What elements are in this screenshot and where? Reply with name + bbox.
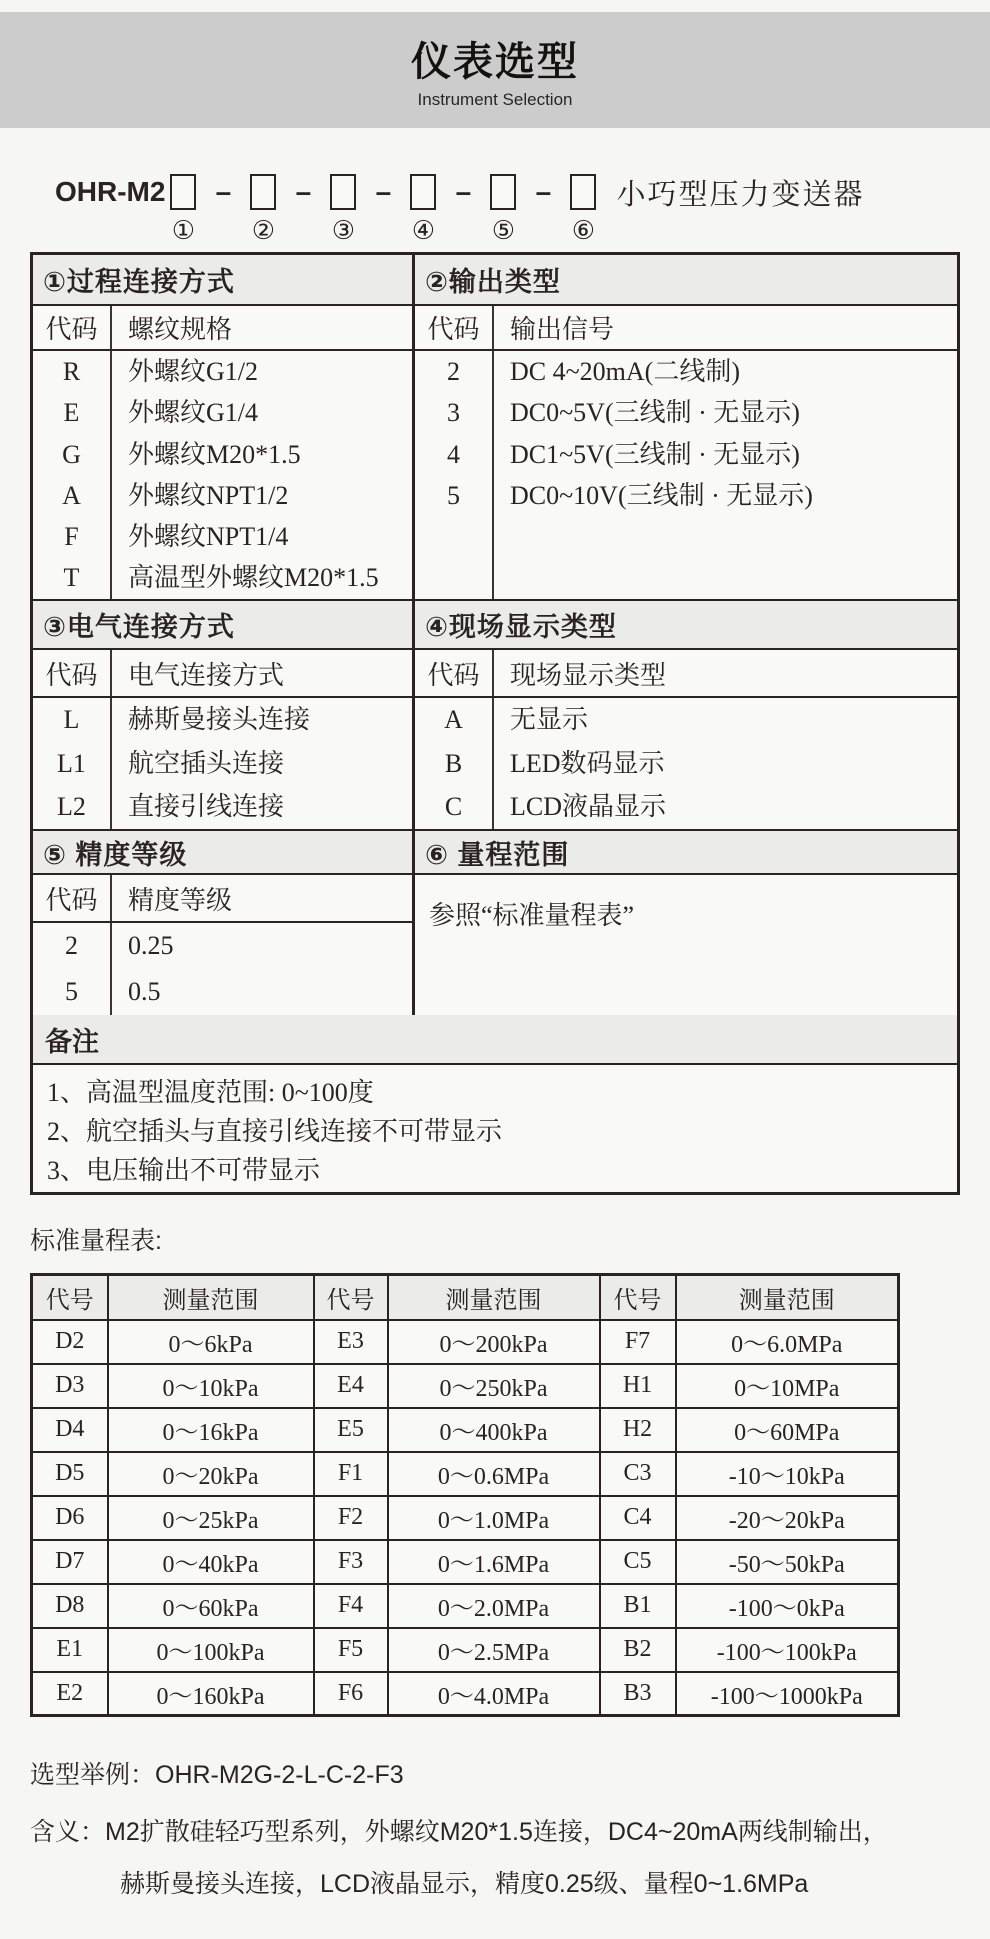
range-code-cell: E1: [32, 1628, 108, 1672]
code-list: [415, 698, 494, 829]
spec-cell: 外螺纹NPT1/4: [128, 522, 289, 552]
section-title-output-type: ②输出类型: [415, 255, 957, 306]
code-cell: 2: [447, 357, 460, 386]
meaning-line-1: 含义：M2扩散硅轻巧型系列，外螺纹M20*1.5连接，DC4~20mA两线制输出，: [30, 1818, 888, 1846]
position-marker-3: ③: [331, 216, 356, 246]
code-cell: 2: [65, 931, 78, 960]
spec-cell: 无显示: [510, 705, 589, 734]
section-title-measuring-range: ⑥ 量程范围: [415, 831, 957, 875]
range-value-cell: 0～40kPa: [108, 1540, 314, 1584]
range-code-cell: E3: [314, 1320, 388, 1364]
spec-cell: DC1~5V(三线制 · 无显示): [510, 439, 800, 469]
range-code-header: 代号: [32, 1275, 108, 1320]
code-cell: C: [444, 792, 463, 822]
model-code-box-1: [170, 174, 196, 210]
table-row: [32, 1540, 899, 1584]
code-list: [33, 698, 112, 829]
range-value-cell: 0～10MPa: [676, 1364, 899, 1408]
code-cell: T: [63, 563, 80, 593]
range-code-cell: E2: [32, 1672, 108, 1716]
range-code-cell: C4: [600, 1496, 676, 1540]
range-value-cell: 0～400kPa: [388, 1408, 600, 1452]
code-list: [415, 351, 494, 599]
spec-column-header: 输出信号: [510, 315, 615, 344]
model-code-box-3: [330, 174, 356, 210]
table-row: [32, 1672, 899, 1716]
spec-cell: DC0~10V(三线制 · 无显示): [510, 480, 813, 510]
code-cell: G: [62, 439, 81, 469]
range-value-cell: -10～10kPa: [676, 1452, 899, 1496]
code-cell: R: [62, 357, 81, 386]
range-table-title: 标准量程表:: [30, 1227, 162, 1255]
model-code-box-4: [410, 174, 436, 210]
spec-column-header: 螺纹规格: [128, 315, 233, 344]
selection-example-line: 选型举例：OHR-M2G-2-L-C-2-F3: [30, 1761, 404, 1789]
range-value-header: 测量范围: [676, 1275, 899, 1320]
spec-cell: 外螺纹M20*1.5: [128, 439, 301, 469]
range-table-header-row: [32, 1275, 899, 1320]
range-value-cell: -100～0kPa: [676, 1584, 899, 1628]
range-reference-note: 参照“标准量程表”: [429, 901, 635, 930]
range-code-cell: E4: [314, 1364, 388, 1408]
position-marker-4: ④: [411, 216, 436, 246]
remark-item: 1、高温型温度范围: 0~100度: [47, 1078, 374, 1107]
range-value-cell: 0～200kPa: [388, 1320, 600, 1364]
range-code-cell: F2: [314, 1496, 388, 1540]
code-column-header: 代码: [33, 650, 112, 696]
range-code-cell: C3: [600, 1452, 676, 1496]
position-marker-1: ①: [171, 216, 196, 246]
position-marker-2: ②: [251, 216, 276, 246]
code-column-header: 代码: [415, 306, 494, 349]
spec-cell: LCD液晶显示: [510, 792, 667, 822]
range-value-cell: 0～0.6MPa: [388, 1452, 600, 1496]
range-code-header: 代号: [600, 1275, 676, 1320]
remark-item: 2、航空插头与直接引线连接不可带显示: [47, 1117, 503, 1146]
spec-cell: 直接引线连接: [128, 792, 285, 822]
model-suffix: 小巧型压力变送器: [616, 178, 865, 211]
code-cell: 4: [447, 439, 460, 469]
header-band: [0, 12, 990, 128]
code-column-header: 代码: [33, 306, 112, 349]
model-code-box-2: [250, 174, 276, 210]
range-code-cell: E5: [314, 1408, 388, 1452]
range-code-cell: D6: [32, 1496, 108, 1540]
range-code-cell: H2: [600, 1408, 676, 1452]
range-code-cell: D8: [32, 1584, 108, 1628]
remark-section-body: [33, 1065, 957, 1192]
spec-cell: 航空插头连接: [128, 748, 285, 778]
range-code-cell: D4: [32, 1408, 108, 1452]
dash-separator: –: [215, 176, 232, 207]
table-row: [32, 1320, 899, 1364]
position-marker-6: ⑥: [571, 216, 596, 246]
range-code-cell: F4: [314, 1584, 388, 1628]
section-title-process-connection: ①过程连接方式: [33, 255, 415, 306]
range-code-cell: F5: [314, 1628, 388, 1672]
range-code-cell: H1: [600, 1364, 676, 1408]
spec-list: [112, 698, 412, 829]
range-value-cell: 0～60MPa: [676, 1408, 899, 1452]
range-value-cell: 0～1.6MPa: [388, 1540, 600, 1584]
code-list: [33, 923, 112, 1015]
range-code-cell: D7: [32, 1540, 108, 1584]
dash-separator: –: [375, 176, 392, 207]
spec-cell: 0.25: [128, 931, 174, 960]
range-value-cell: 0～6kPa: [108, 1320, 314, 1364]
range-value-cell: 0～25kPa: [108, 1496, 314, 1540]
range-value-cell: -100～1000kPa: [676, 1672, 899, 1716]
range-code-header: 代号: [314, 1275, 388, 1320]
code-cell: 5: [447, 480, 460, 510]
model-code-box-6: [570, 174, 596, 210]
code-cell: A: [62, 480, 81, 510]
spec-cell: LED数码显示: [510, 748, 665, 778]
spec-column-header: 现场显示类型: [510, 660, 667, 690]
table-row: [32, 1452, 899, 1496]
page-subtitle: Instrument Selection: [417, 90, 573, 109]
code-cell: 5: [65, 977, 78, 1006]
section-title-display-type: ④现场显示类型: [415, 601, 957, 650]
page-title: 仪表选型: [411, 40, 579, 84]
section-title-accuracy-class: ⑤ 精度等级: [33, 831, 415, 875]
range-value-cell: 0～1.0MPa: [388, 1496, 600, 1540]
code-cell: F: [64, 522, 79, 552]
range-value-header: 测量范围: [108, 1275, 314, 1320]
code-cell: 3: [447, 398, 460, 428]
model-prefix: OHR-M2: [55, 176, 166, 207]
position-markers: [55, 216, 990, 246]
spec-cell: 外螺纹NPT1/2: [128, 480, 289, 510]
remark-item: 3、电压输出不可带显示: [47, 1156, 321, 1185]
range-value-cell: 0～16kPa: [108, 1408, 314, 1452]
range-value-cell: 0～2.0MPa: [388, 1584, 600, 1628]
range-value-cell: -50～50kPa: [676, 1540, 899, 1584]
range-code-cell: D2: [32, 1320, 108, 1364]
code-cell: E: [63, 398, 80, 428]
range-code-cell: B3: [600, 1672, 676, 1716]
range-code-cell: D3: [32, 1364, 108, 1408]
range-value-cell: 0～250kPa: [388, 1364, 600, 1408]
range-value-cell: -100～100kPa: [676, 1628, 899, 1672]
page: [0, 12, 990, 1939]
range-value-cell: 0～100kPa: [108, 1628, 314, 1672]
selection-table: [30, 252, 960, 1195]
code-cell: L: [63, 705, 80, 734]
spec-cell: 外螺纹G1/2: [128, 357, 259, 386]
spec-column-header: 电气连接方式: [128, 660, 285, 690]
standard-range-table: [30, 1273, 900, 1717]
range-code-cell: B1: [600, 1584, 676, 1628]
range-value-cell: 0～6.0MPa: [676, 1320, 899, 1364]
spec-cell: DC 4~20mA(二线制): [510, 357, 741, 386]
code-cell: L1: [57, 748, 86, 778]
spec-cell: 外螺纹G1/4: [128, 398, 259, 428]
code-column-header: 代码: [415, 650, 494, 696]
range-code-cell: F7: [600, 1320, 676, 1364]
model-code-line: [55, 172, 990, 212]
range-value-cell: 0～160kPa: [108, 1672, 314, 1716]
range-value-cell: -20～20kPa: [676, 1496, 899, 1540]
dash-separator: –: [455, 176, 472, 207]
table-row: [32, 1628, 899, 1672]
range-code-cell: F3: [314, 1540, 388, 1584]
spec-cell: 高温型外螺纹M20*1.5: [128, 563, 379, 593]
spec-list: [112, 923, 412, 1015]
spec-cell: 0.5: [128, 977, 161, 1006]
range-value-cell: 0～60kPa: [108, 1584, 314, 1628]
range-code-cell: D5: [32, 1452, 108, 1496]
meaning-line-2: 赫斯曼接头连接，LCD液晶显示，精度0.25级、量程0~1.6MPa: [120, 1870, 809, 1898]
section-title-electrical-connection: ③电气连接方式: [33, 601, 415, 650]
range-code-cell: F6: [314, 1672, 388, 1716]
table-row: [32, 1584, 899, 1628]
range-value-cell: 0～10kPa: [108, 1364, 314, 1408]
spec-cell: DC0~5V(三线制 · 无显示): [510, 398, 800, 428]
spec-column-header: 精度等级: [128, 885, 233, 915]
spec-list: [112, 351, 412, 599]
spec-list: [494, 698, 957, 829]
range-value-cell: 0～4.0MPa: [388, 1672, 600, 1716]
model-code-box-5: [490, 174, 516, 210]
range-code-cell: B2: [600, 1628, 676, 1672]
table-row: [32, 1496, 899, 1540]
spec-cell: 赫斯曼接头连接: [128, 705, 311, 734]
dash-separator: –: [295, 176, 312, 207]
remark-section-title: 备注: [33, 1015, 957, 1065]
range-code-cell: F1: [314, 1452, 388, 1496]
spec-list: [494, 351, 957, 599]
range-value-cell: 0～20kPa: [108, 1452, 314, 1496]
code-cell: B: [444, 748, 463, 778]
code-column-header: 代码: [33, 875, 112, 921]
range-code-cell: C5: [600, 1540, 676, 1584]
table-row: [32, 1364, 899, 1408]
range-value-cell: 0～2.5MPa: [388, 1628, 600, 1672]
code-cell: L2: [57, 792, 86, 822]
table-row: [32, 1408, 899, 1452]
range-value-header: 测量范围: [388, 1275, 600, 1320]
code-cell: A: [444, 705, 463, 734]
position-marker-5: ⑤: [491, 216, 516, 246]
dash-separator: –: [535, 176, 552, 207]
code-list: [33, 351, 112, 599]
